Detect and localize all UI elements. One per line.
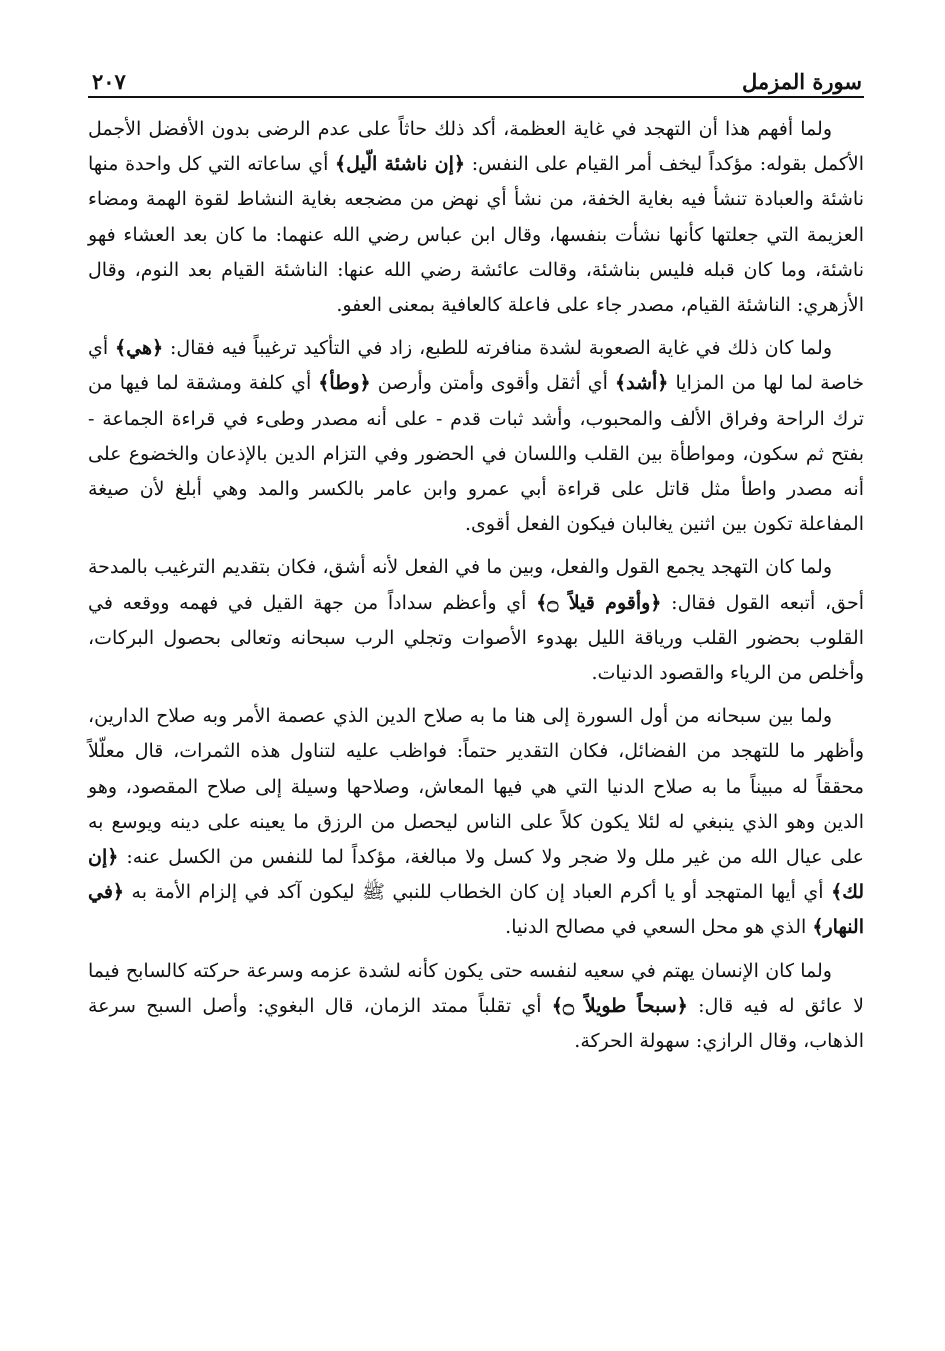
paragraph-text: أي أثقل وأقوى وأمتن وأرصن — [370, 372, 615, 395]
paragraph — [88, 699, 864, 945]
paragraph-text: ولما كان ذلك في غاية الصعوبة لشدة منافرته للطبع، زاد في التأكيد ترغيباً فيه فقال: — [163, 337, 832, 360]
quran-quote: ﴿هي﴾ — [115, 337, 164, 360]
paragraph — [88, 550, 864, 691]
quran-quote: ﴿أشد﴾ — [615, 372, 669, 395]
quran-quote: ﴿سبحاً طويلاً ۝﴾ — [551, 994, 688, 1017]
paragraph-text: ولما كان الإنسان يهتم في سعيه لنفسه حتى يكون كأنه لشدة عزمه وسرعة حركته كالسابح فيما لا عائق له فيه قال: — [88, 959, 864, 1017]
quran-quote: ﴿وأقوم قيلاً ۝﴾ — [536, 591, 662, 614]
quran-quote: ﴿إن ناشئة الّيل﴾ — [335, 153, 466, 176]
paragraph-text: أي ساعاته التي كل واحدة منها ناشئة والعبادة تنشأ فيه بغاية الخفة، من نشأ أي نهض من مضجعه بغاية النشاط لقوة الهمة ومضاء العزيمة التي جعلتها كأنها نشأت بنفسها، وقال ابن عباس رضي الله عنهما: ما كان بعد العشاء فهو ناشئة، وما كان قبله فليس بناشئة، وقالت عائشة رضي الله عنها: الناشئة القيام بعد النوم، وقال الأزهري: الناشئة القيام، مصدر جاء على فاعلة كالعافية بمعنى العفو. — [88, 153, 864, 317]
quran-quote: ﴿في النهار﴾ — [88, 881, 864, 939]
paragraph-text: ولما كان التهجد يجمع القول والفعل، وبين ما في الفعل لأنه أشق، فكان بتقديم الترغيب بالمدحة أحق، أتبعه القول فقال: — [88, 556, 864, 614]
page-header — [92, 60, 862, 94]
paragraph-text: الذي هو محل السعي في مصالح الدنيا. — [505, 916, 813, 939]
paragraph — [88, 331, 864, 542]
paragraph-text: ولما أفهم هذا أن التهجد في غاية العظمة، أكد ذلك حاثاً على عدم الرضى بدون الأفضل الأجمل الأكمل بقوله: مؤكداً ليخف أمر القيام على النفس: — [88, 118, 865, 176]
paragraph-text: أي خاصة لما لها من المزايا — [88, 337, 865, 395]
paragraph-text: أي كلفة ومشقة لما فيها من ترك الراحة وفراق الألف والمحبوب، وأشد ثبات قدم - على أنه مصدر وطىء في قراءة الجماعة - بفتح ثم سكون، ومواطأة بين القلب واللسان في الحضور وفي التزام الدين بالإذعان والخضوع على أنه مصدر واطأ مثل قاتل على قراءة أبي عمرو وابن عامر بالكسر والمد وهي أبلغ لأن صيغة المفاعلة تكون بين اثنين يغالبان فيكون الفعل أقوى. — [88, 372, 864, 536]
paragraph — [88, 954, 864, 1060]
quran-quote: ﴿وطأ﴾ — [318, 372, 371, 395]
quran-quote: ﴿إن لك﴾ — [88, 846, 864, 904]
paragraph-text: أي تقلباً ممتد الزمان، قال البغوي: وأصل السبح سرعة الذهاب، وقال الرازي: سهولة الحركة. — [88, 994, 864, 1053]
surah-title: سورة المزمل — [741, 69, 862, 94]
page-number: ٢٠٧ — [92, 69, 126, 94]
paragraph-text: أي أيها المتهجد أو يا أكرم العباد إن كان الخطاب للنبي ﷺ ليكون آكد في إلزام الأمة به — [124, 881, 832, 904]
paragraph-text: ولما بين سبحانه من أول السورة إلى هنا ما به صلاح الدين الذي عصمة الأمر وبه صلاح الدارين، وأظهر ما للتهجد من الفضائل، فكان التقدير حتماً: فواظب عليه لتناول هذه الثمرات، قال معلّلاً محققاً له مبيناً ما به صلاح الدنيا التي هي فيها المعاش، وصلاحها وسيلة إلى صلاح المقصود، وهو الدين وهو الذي ينبغي له لئلا يكون كلاً على الناس ليحصل من الرزق ما يعينه على دينه ويوسع به على عيال الله من غير ملل ولا ضجر ولا كسل ولا مبالغة، مؤكداً لما للنفس من الكسل عنه: — [88, 705, 864, 869]
paragraph-text: أي وأعظم سداداً من جهة القيل في فهمه ووقعه في القلوب بحضور القلب ورياقة الليل بهدوء الأصوات وتجلي الرب سبحانه وتعالى بحصول البركات، وأخلص من الرياء والقصود الدنيات. — [88, 591, 864, 685]
page-body — [88, 112, 864, 1067]
paragraph — [88, 112, 864, 323]
header-rule — [88, 96, 864, 98]
